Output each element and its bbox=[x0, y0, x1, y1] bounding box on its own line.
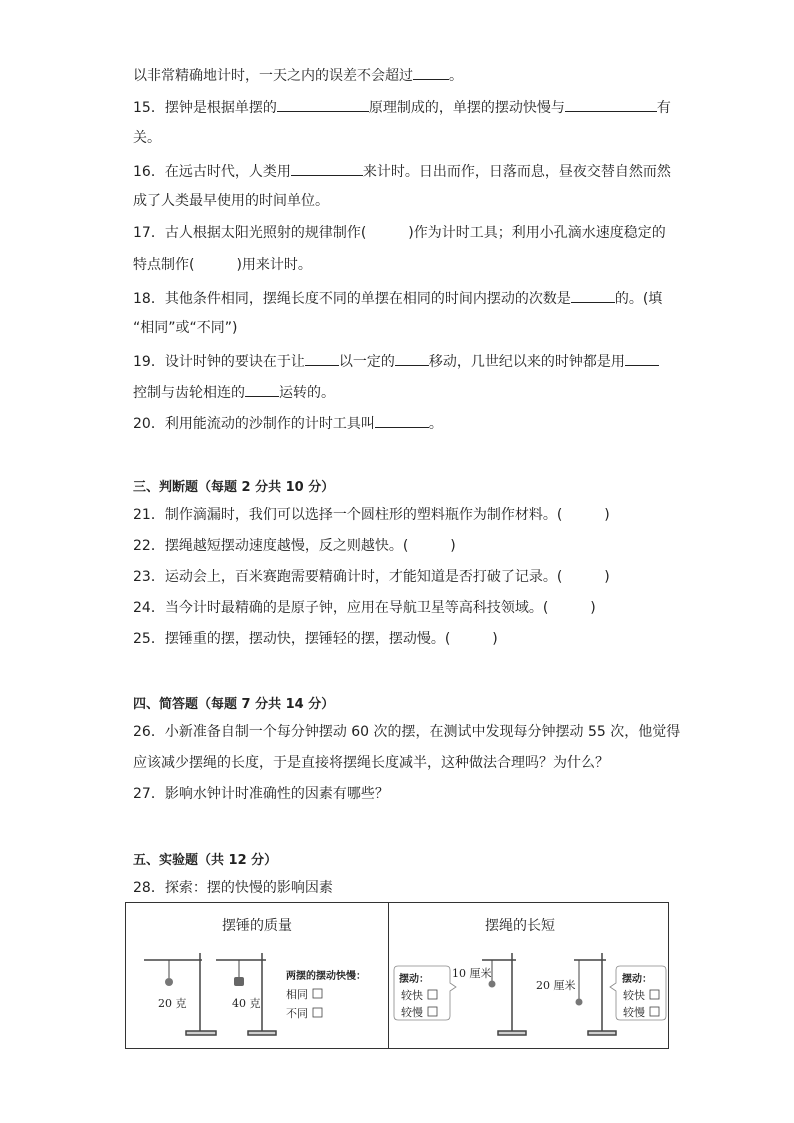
bob-40g bbox=[234, 977, 244, 986]
question-26-cont: 应该减少摆绳的长度，于是直接将摆绳长度减半，这种做法合理吗？为什么？ bbox=[133, 755, 609, 771]
text: 以一定的 bbox=[338, 354, 395, 370]
question-16-cont bbox=[133, 191, 329, 211]
text: 运转的。 bbox=[279, 385, 335, 401]
text: 成了人类最早使用的时间单位。 bbox=[133, 193, 329, 209]
checkbox-slow-1 bbox=[428, 1007, 437, 1016]
pendulum-stand-2 bbox=[216, 953, 276, 1035]
pendulum-illustration bbox=[126, 903, 668, 1048]
answer-blank[interactable] bbox=[413, 64, 449, 80]
question-19 bbox=[133, 350, 659, 372]
option-slow-2: 较慢 bbox=[623, 1006, 645, 1019]
question-24: 24．当今计时最精确的是原子钟，应用在导航卫星等高科技领域。( ) bbox=[133, 600, 596, 616]
text: 特点制作( bbox=[133, 257, 195, 273]
text: 原理制成的，单摆的摆动快慢与 bbox=[368, 100, 565, 116]
answer-blank[interactable] bbox=[277, 96, 369, 112]
answer-blank[interactable] bbox=[395, 350, 429, 366]
answer-blank[interactable] bbox=[565, 96, 657, 112]
question-23: 23．运动会上，百米赛跑需要精确计时，才能知道是否打破了记录。( ) bbox=[133, 569, 610, 585]
bob-20g bbox=[165, 978, 173, 986]
checkbox-same bbox=[313, 989, 322, 998]
question-15 bbox=[133, 96, 671, 118]
question-21: 21．制作滴漏时，我们可以选择一个圆柱形的塑料瓶作为制作材料。( ) bbox=[133, 507, 610, 523]
option-fast-2: 较快 bbox=[623, 989, 645, 1002]
swing-label-1: 摆动： bbox=[399, 974, 429, 985]
checkbox-fast-2 bbox=[650, 990, 659, 999]
text: 19．设计时钟的要诀在于让 bbox=[133, 354, 305, 370]
experiment-figure bbox=[125, 902, 669, 1049]
text: 以非常精确地计时，一天之内的误差不会超过 bbox=[133, 68, 413, 84]
bob-20cm bbox=[576, 999, 583, 1006]
question-26: 26．小新准备自制一个每分钟摆动 60 次的摆，在测试中发现每分钟摆动 55 次，他觉得 bbox=[133, 724, 681, 740]
text: 控制与齿轮相连的 bbox=[133, 385, 245, 401]
label-length-10: 10 厘米 bbox=[452, 967, 492, 980]
question-15-cont bbox=[133, 128, 161, 148]
label-mass-40: 40 克 bbox=[232, 997, 261, 1010]
bob-10cm bbox=[489, 981, 496, 988]
answer-paren-space[interactable] bbox=[194, 255, 236, 275]
pendulum-stand-4 bbox=[574, 953, 616, 1035]
right-panel-title: 摆绳的长短 bbox=[485, 918, 555, 934]
label-length-20: 20 厘米 bbox=[536, 979, 576, 992]
option-diff: 不同 bbox=[286, 1007, 308, 1020]
option-same: 相同 bbox=[286, 988, 308, 1001]
answer-paren-space[interactable] bbox=[366, 223, 408, 243]
text: 移动，几世纪以来的时钟都是用 bbox=[428, 354, 625, 370]
answer-blank[interactable] bbox=[625, 350, 659, 366]
question-28: 28．探索：摆的快慢的影响因素 bbox=[133, 880, 333, 896]
text: “相同”或“不同”) bbox=[133, 320, 238, 336]
answer-blank[interactable] bbox=[305, 350, 339, 366]
checkbox-fast-1 bbox=[428, 990, 437, 999]
text: )作为计时工具；利用小孔滴水速度稳定的 bbox=[408, 225, 666, 241]
question-label: 两摆的摆动快慢： bbox=[286, 971, 366, 982]
label-mass-20: 20 克 bbox=[158, 997, 187, 1010]
checkbox-slow-2 bbox=[650, 1007, 659, 1016]
option-fast-1: 较快 bbox=[401, 989, 423, 1002]
left-panel-title: 摆锤的质量 bbox=[222, 918, 292, 934]
text: 18．其他条件相同，摆绳长度不同的单摆在相同的时间内摆动的次数是 bbox=[133, 291, 571, 307]
answer-blank[interactable] bbox=[245, 381, 279, 397]
text: 15．摆钟是根据单摆的 bbox=[133, 100, 277, 116]
text: 20．利用能流动的沙制作的计时工具叫 bbox=[133, 416, 375, 432]
question-19-cont bbox=[133, 381, 335, 403]
question-27: 27．影响水钟计时准确性的因素有哪些？ bbox=[133, 786, 389, 802]
section-4-heading: 四、简答题（每题 7 分共 14 分） bbox=[133, 697, 335, 712]
question-17-cont bbox=[133, 255, 312, 275]
pendulum-stand-3 bbox=[482, 953, 526, 1035]
pendulum-stand-1 bbox=[144, 953, 216, 1035]
answer-blank[interactable] bbox=[291, 160, 363, 176]
text: 16．在远古时代，人类用 bbox=[133, 164, 291, 180]
text: 的。(填 bbox=[614, 291, 663, 307]
text: 来计时。日出而作，日落而息，昼夜交替自然而然 bbox=[362, 164, 671, 180]
text: 17．古人根据太阳光照射的规律制作( bbox=[133, 225, 367, 241]
text: 。 bbox=[428, 416, 443, 432]
text: 有 bbox=[656, 100, 671, 116]
swing-label-2: 摆动： bbox=[622, 974, 652, 985]
section-5-heading: 五、实验题（共 12 分） bbox=[133, 853, 278, 868]
question-16 bbox=[133, 160, 671, 182]
question-20 bbox=[133, 412, 443, 434]
question-18-cont bbox=[133, 318, 237, 338]
section-3-heading: 三、判断题（每题 2 分共 10 分） bbox=[133, 480, 335, 495]
question-17 bbox=[133, 223, 666, 243]
question-25: 25．摆锤重的摆，摆动快，摆锤轻的摆，摆动慢。( ) bbox=[133, 631, 498, 647]
question-22: 22．摆绳越短摆动速度越慢，反之则越快。( ) bbox=[133, 538, 456, 554]
text: 。 bbox=[449, 68, 463, 84]
answer-blank[interactable] bbox=[375, 412, 429, 428]
checkbox-diff bbox=[313, 1008, 322, 1017]
text: 关。 bbox=[133, 130, 161, 146]
question-18 bbox=[133, 287, 662, 309]
answer-blank[interactable] bbox=[571, 287, 615, 303]
option-slow-1: 较慢 bbox=[401, 1006, 423, 1019]
line-14-end bbox=[133, 64, 463, 86]
text: )用来计时。 bbox=[236, 257, 312, 273]
